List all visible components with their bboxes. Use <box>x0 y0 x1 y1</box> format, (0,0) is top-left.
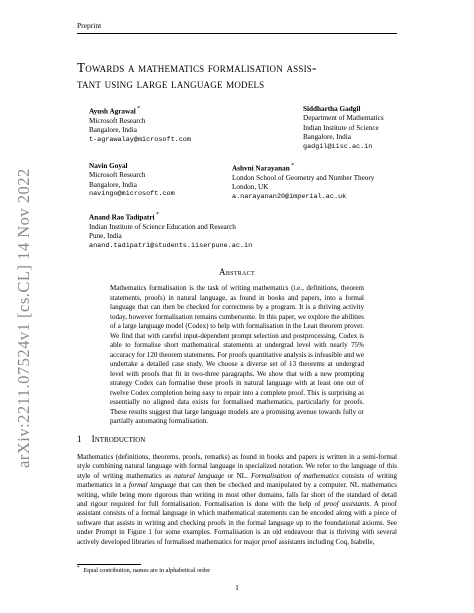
author-affiliation: Microsoft Research <box>89 116 146 125</box>
intro-text-run: consists of writing mathematics in a <box>77 471 398 490</box>
intro-text-run: . A proof assistant consists of a formal language in which mathematical statements can be encoded along with a piece of software that assists in writing and checking proofs in the formal language up to the foundational axioms. See under Prompt in Figure 1 for some examples. Formalisation is an old endeavour that is thriving with several actively developed libraries of formalised mathematics for major proof assistants including Coq, Isabelle, <box>77 500 397 546</box>
intro-text-run: or NL. <box>224 471 251 480</box>
footnote-text: Equal contribution, names are in alphabetical order <box>83 567 211 575</box>
intro-term: natural language <box>174 471 225 480</box>
author-email[interactable]: gadgil@iisc.ac.in <box>303 142 373 151</box>
abstract-body: Mathematics formalisation is the task of writing mathematics (i.e., definitions, theorem statements, proofs) in natural language, as found in books and papers, into a formal language that can then be checked for correctness by a program. It is a thriving activity today, however formalisation remains cumbersome. In this paper, we explore the abilities of a large language model (Codex) to help with formalisation in the Lean theorem prover. We find that with careful input-dependent prompt selection and postprocessing, Codex is able to formalise short mathematical statements at undergrad level with nearly 75% accuracy for 120 theorem statements. For proofs quantitative analysis is infeasible and we undertake a detailed case study. We choose a diverse set of 13 theorems at undergrad level with proofs that fit in two-three paragraphs. We show that with a new prompting strategy Codex can formalise these proofs in natural language with at least one out of twelve Codex completion being easy to repair into a complete proof. This is surprising as essentially no aligned data exists for formalised mathematics, particularly for proofs. These results suggest that large language models are a promising avenue towards fully or partially automating formalisation. <box>110 284 364 425</box>
intro-text-run: that can then be checked and manipulated by a computer. NL mathematics writing, while being more rigorous than writing in most other domains, falls far short of the standard of detail and rigour required for full formalisation. Formalisation is done with the help of <box>77 481 397 509</box>
intro-term: formal language <box>128 481 177 490</box>
section-title: Introduction <box>91 435 146 445</box>
author-department: Department of Mathematics <box>303 114 384 123</box>
author-block-tadipatri <box>89 211 252 251</box>
author-affiliation: London School of Geometry and Number Theory <box>232 173 375 182</box>
introduction-paragraph <box>77 453 397 547</box>
footnote <box>77 566 210 574</box>
equal-contribution-mark: * <box>289 163 295 169</box>
author-location: Bangalore, India <box>89 126 137 135</box>
author-affiliation: Microsoft Research <box>89 171 146 180</box>
author-name: Siddhartha Gadgil <box>303 105 361 113</box>
title-line-1: Towards a mathematics formalisation assis- <box>77 60 317 75</box>
author-location: Bangalore, India <box>303 133 351 142</box>
author-name: Ayush Agrawal <box>89 107 136 116</box>
author-location: Pune, India <box>89 232 122 241</box>
footnote-mark: * <box>77 566 80 571</box>
author-affiliation: Indian Institute of Science Education and Research <box>89 222 236 231</box>
author-block-gadgil <box>303 105 384 152</box>
author-block-narayanan <box>232 162 374 202</box>
author-block-goyal <box>89 162 175 200</box>
author-email[interactable]: anand.tadipatri@students.iiserpune.ac.in <box>89 241 253 250</box>
arxiv-stamp: arXiv:2211.07524v1 [cs.CL] 14 Nov 2022 <box>14 168 33 468</box>
intro-text-run: Mathematics (definitions, theorems, proofs, remarks) as found in books and papers is written in a semi-formal style combining natural language with formal language in specialized notation. We refer to the language of this style of writing mathematics as <box>77 453 397 480</box>
author-email[interactable]: a.narayanan20@imperial.ac.uk <box>232 192 347 201</box>
header-rule <box>77 33 397 34</box>
intro-term: Formalisation of mathematics <box>250 471 339 480</box>
title-line-2: tant using large language models <box>77 76 265 91</box>
footnote-rule <box>77 564 141 565</box>
intro-term: proof assistants <box>323 500 370 509</box>
running-header: Preprint <box>77 21 102 30</box>
section-heading <box>77 435 145 445</box>
page-number: 1 <box>235 583 239 592</box>
author-location: Bangalore, India <box>89 180 137 189</box>
author-email[interactable]: t-agrawalay@microsoft.com <box>89 135 191 144</box>
equal-contribution-mark: * <box>154 212 160 218</box>
author-location: London, UK <box>232 183 269 192</box>
author-block-agrawal <box>89 105 191 145</box>
author-affiliation: Indian Institute of Science <box>303 123 379 132</box>
section-number: 1 <box>77 435 82 445</box>
equal-contribution-mark: * <box>135 106 141 112</box>
author-email[interactable]: navingo@microsoft.com <box>89 190 175 199</box>
paper-title <box>77 60 407 92</box>
abstract-heading: Abstract <box>219 267 255 277</box>
author-name: Navin Goyal <box>89 162 128 170</box>
author-name: Ashvni Narayanan <box>232 164 290 173</box>
author-name: Anand Rao Tadipatri <box>89 213 155 222</box>
